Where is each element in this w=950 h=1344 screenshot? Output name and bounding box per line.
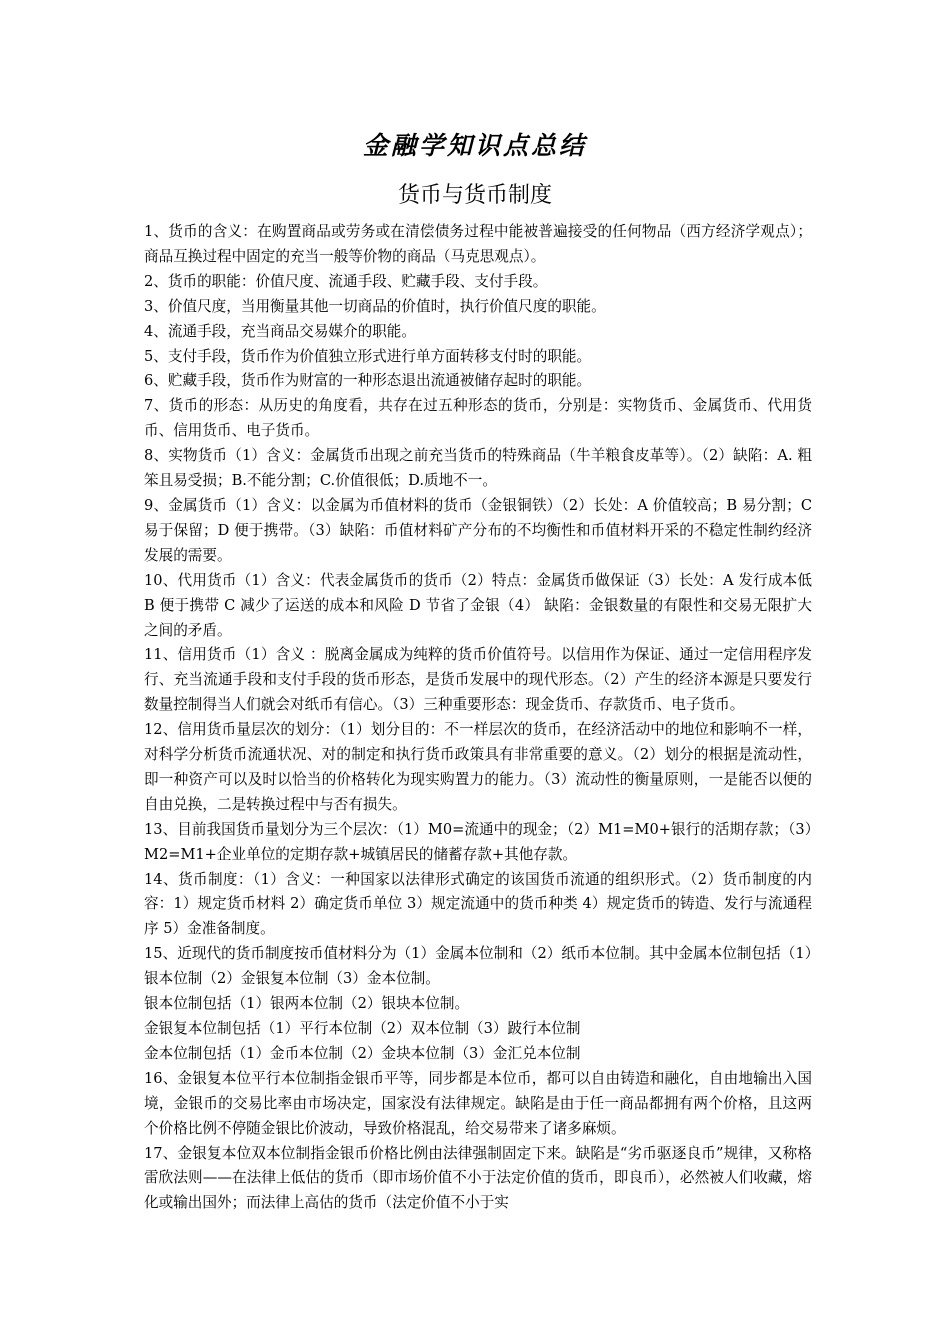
paragraph: 5、支付手段，货币作为价值独立形式进行单方面转移支付时的职能。 bbox=[144, 347, 592, 365]
paragraph: 9、金属货币（1）含义：以金属为币值材料的货币（金银铜铁）（2）长处：A 价值较高；B 易分割；C 易于保留；D 便于携带。（3）缺陷：币值材料矿产分布的不均衡性和币值材料开采的不稳定性制约经济发展的需要。 bbox=[144, 496, 812, 564]
paragraph: 12、信用货币量层次的划分：（1）划分目的：不一样层次的货币，在经济活动中的地位和影响不一样，对科学分析货币流通状况、对的制定和执行货币政策具有非常重要的意义。（2）划分的根据是流动性，即一种资产可以及时以恰当的价格转化为现实购置力的能力。（3）流动性的衡量原则，一是能否以便的自由兑换，二是转换过程中与否有损失。 bbox=[144, 721, 812, 813]
paragraph: 10、代用货币（1）含义：代表金属货币的货币（2）特点：金属货币做保证（3）长处：A 发行成本低 B 便于携带 C 减少了运送的成本和风险 D 节省了金银（4） 缺陷：金银数量的有限性和交易无限扩大之间的矛盾。 bbox=[144, 571, 812, 639]
paragraph: 13、目前我国货币量划分为三个层次：（1）M0=流通中的现金；（2）M1=M0+银行的活期存款；（3）M2=M1+企业单位的定期存款+城镇居民的储蓄存款+其他存款。 bbox=[144, 820, 812, 863]
paragraph: 银本位制包括（1）银两本位制（2）银块本位制。 bbox=[144, 995, 470, 1013]
paragraph: 15、近现代的货币制度按币值材料分为（1）金属本位制和（2）纸币本位制。其中金属本位制包括（1）银本位制（2）金银复本位制（3）金本位制。 bbox=[144, 945, 812, 988]
paragraph: 17、金银复本位双本位制指金银币价格比例由法律强制固定下来。缺陷是“劣币驱逐良币”规律，又称格雷欣法则——在法律上低估的货币（即市场价值不小于法定价值的货币，即良币），必然被人们收藏，熔化或输出国外；而法律上高估的货币（法定价值不小于实 bbox=[144, 1144, 812, 1212]
document-body bbox=[144, 220, 812, 1216]
document-title: 金融学知识点总结 bbox=[362, 131, 587, 160]
paragraph: 14、货币制度：（1）含义：一种国家以法律形式确定的该国货币流通的组织形式。（2）货币制度的内容：1）规定货币材料 2）确定货币单位 3）规定流通中的货币种类 4）规定货币的铸造、发行与流通程序 5）金准备制度。 bbox=[144, 870, 812, 938]
paragraph: 8、实物货币（1）含义：金属货币出现之前充当货币的特殊商品（牛羊粮食皮革等）。（2）缺陷：A. 粗笨且易受损；B.不能分割；C.价值很低；D.质地不一。 bbox=[144, 447, 812, 490]
section-heading: 货币与货币制度 bbox=[397, 183, 552, 208]
paragraph: 11、信用货币（1）含义 ：脱离金属成为纯粹的货币价值符号。以信用作为保证、通过一定信用程序发行、充当流通手段和支付手段的货币形态，是货币发展中的现代形态。（2）产生的经济本源是只要发行数量控制得当人们就会对纸币有信心。（3）三种重要形态：现金货币、存款货币、电子货币。 bbox=[144, 646, 812, 714]
paragraph: 4、流通手段，充当商品交易媒介的职能。 bbox=[144, 322, 416, 340]
paragraph: 16、金银复本位平行本位制指金银币平等，同步都是本位币，都可以自由铸造和融化，自由地输出入国境，金银币的交易比率由市场决定，国家没有法律规定。缺陷是由于任一商品都拥有两个价格，且这两个价格比例不停随金银比价波动，导致价格混乱，给交易带来了诸多麻烦。 bbox=[144, 1069, 812, 1137]
paragraph: 金银复本位制包括（1）平行本位制（2）双本位制（3）跛行本位制 bbox=[144, 1020, 581, 1037]
paragraph: 6、贮藏手段，货币作为财富的一种形态退出流通被储存起时的职能。 bbox=[144, 372, 592, 390]
paragraph: 3、价值尺度，当用衡量其他一切商品的价值时，执行价值尺度的职能。 bbox=[144, 297, 606, 315]
paragraph: 金本位制包括（1）金币本位制（2）金块本位制（3）金汇兑本位制 bbox=[144, 1044, 581, 1062]
paragraph: 2、货币的职能：价值尺度、流通手段、贮藏手段、支付手段。 bbox=[144, 272, 548, 290]
paragraph: 7、货币的形态：从历史的角度看，共存在过五种形态的货币，分别是：实物货币、金属货币、代用货币、信用货币、电子货币。 bbox=[144, 397, 812, 440]
paragraph: 1、货币的含义：在购置商品或劳务或在清偿债务过程中能被普遍接受的任何物品（西方经济学观点）；商品互换过程中固定的充当一般等价物的商品（马克思观点）。 bbox=[144, 223, 812, 265]
